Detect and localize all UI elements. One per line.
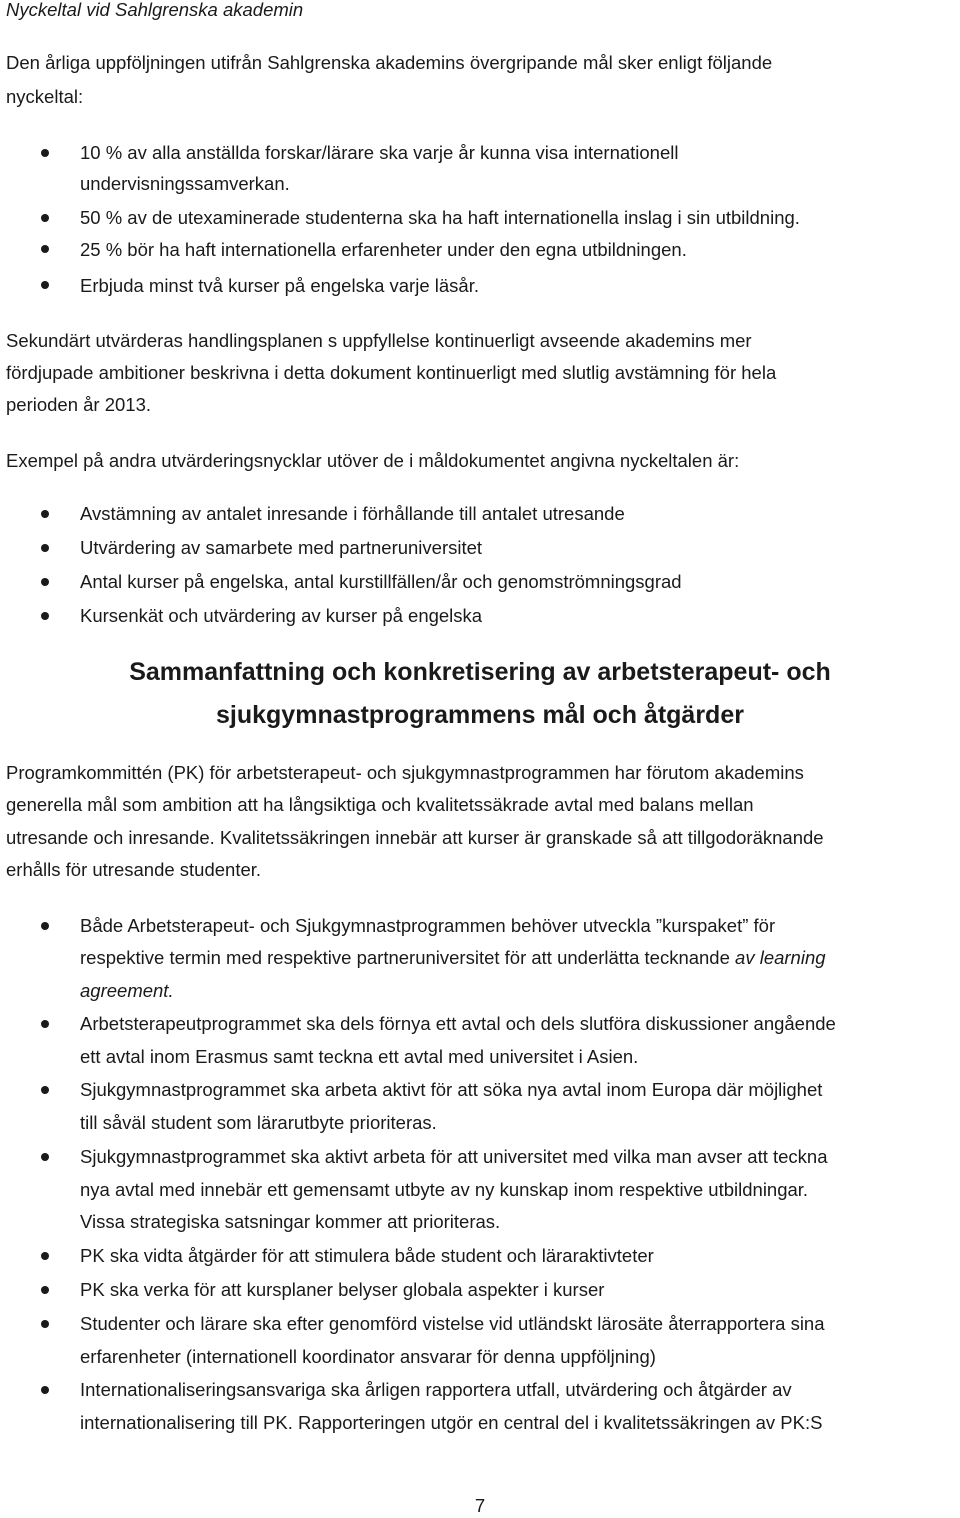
- bullet-dot: [41, 544, 49, 552]
- keyfigure-item-1-line-2: undervisningssamverkan.: [80, 173, 290, 194]
- bullet-dot: [41, 1153, 49, 1161]
- action-1-line-2: respektive termin med respektive partneruniversitet för att underlätta tecknande av learning: [80, 947, 826, 968]
- example-item-3: Antal kurser på engelska, antal kurstillfällen/år och genomströmningsgrad: [80, 571, 682, 592]
- bullet-dot: [41, 1320, 49, 1328]
- action-4-line-3: Vissa strategiska satsningar kommer att prioriteras.: [80, 1211, 501, 1232]
- action-5: PK ska vidta åtgärder för att stimulera både student och läraraktivteter: [80, 1245, 654, 1266]
- bullet-dot: [41, 245, 49, 253]
- action-4-line-2: nya avtal med innebär ett gemensamt utbyte av ny kunskap inom respektive utbildningar.: [80, 1179, 809, 1200]
- secondary-line-3: perioden år 2013.: [6, 394, 152, 415]
- example-item-4: Kursenkät och utvärdering av kurser på engelska: [80, 605, 483, 626]
- action-1-line-1: Både Arbetsterapeut- och Sjukgymnastprogrammen behöver utveckla ”kurspaket” för: [80, 915, 776, 936]
- action-7-line-1: Studenter och lärare ska efter genomförd vistelse vid utländskt lärosäte återrapportera sina: [80, 1313, 825, 1334]
- bullet-dot: [41, 1020, 49, 1028]
- section-heading-line-1: Sammanfattning och konkretisering av arbetsterapeut- och: [129, 658, 831, 686]
- pk-intro-line-2: generella mål som ambition att ha långsiktiga och kvalitetssäkrade avtal med balans mellan: [6, 794, 754, 815]
- action-1-line-3: agreement.: [80, 980, 174, 1001]
- pk-intro-line-1: Programkommittén (PK) för arbetsterapeut- och sjukgymnastprogrammen har förutom akademins: [6, 762, 804, 783]
- secondary-line-1: Sekundärt utvärderas handlingsplanen s uppfyllelse kontinuerligt avseende akademins mer: [6, 330, 752, 351]
- action-2-line-1: Arbetsterapeutprogrammet ska dels förnya ett avtal och dels slutföra diskussioner angående: [80, 1013, 836, 1034]
- bullet-dot: [41, 1386, 49, 1394]
- keyfigure-item-1-line-1: 10 % av alla anställda forskar/lärare ska varje år kunna visa internationell: [80, 142, 679, 163]
- bullet-dot: [41, 578, 49, 586]
- keyfigure-item-3: 25 % bör ha haft internationella erfarenheter under den egna utbildningen.: [80, 239, 687, 260]
- example-item-1: Avstämning av antalet inresande i förhållande till antalet utresande: [80, 503, 625, 524]
- bullet-dot: [41, 281, 49, 289]
- keyfigure-item-2: 50 % av de utexaminerade studenterna ska ha haft internationella inslag i sin utbildning.: [80, 207, 800, 228]
- pk-intro-line-3: utresande och inresande. Kvalitetssäkringen innebär att kurser är granskade så att tillgodoräknande: [6, 827, 824, 848]
- bullet-dot: [41, 149, 49, 157]
- intro-line-2: nyckeltal:: [6, 86, 84, 107]
- action-8-line-2: internationalisering till PK. Rapporteringen utgör en central del i kvalitetssäkringen av PK:S: [80, 1412, 823, 1433]
- action-4-line-1: Sjukgymnastprogrammet ska aktivt arbeta för att universitet med vilka man avser att teckna: [80, 1146, 828, 1167]
- italic-heading: Nyckeltal vid Sahlgrenska akademin: [6, 0, 304, 20]
- examples-intro: Exempel på andra utvärderingsnycklar utöver de i måldokumentet angivna nyckeltalen är:: [6, 450, 740, 471]
- example-item-2: Utvärdering av samarbete med partneruniversitet: [80, 537, 483, 558]
- action-6: PK ska verka för att kursplaner belyser globala aspekter i kurser: [80, 1279, 605, 1300]
- bullet-dot: [41, 1252, 49, 1260]
- action-2-line-2: ett avtal inom Erasmus samt teckna ett avtal med universitet i Asien.: [80, 1046, 639, 1067]
- bullet-dot: [41, 510, 49, 518]
- bullet-dot: [41, 1086, 49, 1094]
- action-7-line-2: erfarenheter (internationell koordinator ansvarar för denna uppföljning): [80, 1346, 656, 1367]
- secondary-line-2: fördjupade ambitioner beskrivna i detta dokument kontinuerligt med slutlig avstämning för hela: [6, 362, 777, 383]
- bullet-dot: [41, 214, 49, 222]
- bullet-dot: [41, 1286, 49, 1294]
- action-8-line-1: Internationaliseringsansvariga ska årligen rapportera utfall, utvärdering och åtgärder av: [80, 1379, 792, 1400]
- action-3-line-2: till såväl student som lärarutbyte prioriteras.: [80, 1112, 437, 1133]
- pk-intro-line-4: erhålls för utresande studenter.: [6, 859, 262, 880]
- action-3-line-1: Sjukgymnastprogrammet ska arbeta aktivt för att söka nya avtal inom Europa där möjlighet: [80, 1079, 823, 1100]
- bullet-dot: [41, 922, 49, 930]
- section-heading-line-2: sjukgymnastprogrammens mål och åtgärder: [216, 701, 744, 729]
- intro-line-1: Den årliga uppföljningen utifrån Sahlgrenska akademins övergripande mål sker enligt följande: [6, 52, 773, 73]
- page-number: 7: [474, 1495, 486, 1516]
- keyfigure-item-4: Erbjuda minst två kurser på engelska varje läsår.: [80, 275, 479, 296]
- bullet-dot: [41, 612, 49, 620]
